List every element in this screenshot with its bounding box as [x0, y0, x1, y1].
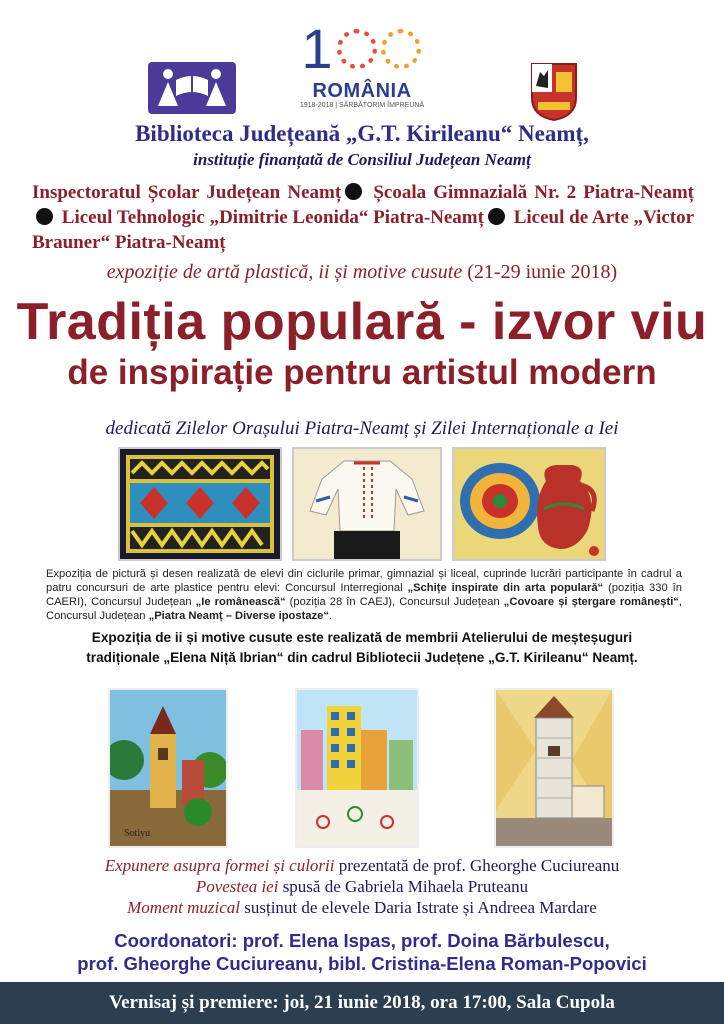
bullet-dot-icon: [36, 208, 53, 225]
program-item-title: Povestea iei: [195, 877, 279, 896]
contest-name: „Schițe inspirate din arta populară“: [407, 582, 604, 594]
program-item-title: Moment muzical: [127, 898, 240, 917]
description-text: Expoziția de pictură și desen realizată de elevi din ciclurile primar, gimnazial și liceal, cuprinde lucrări participante în cadrul a patru concursuri de arte plastice pentru elevi: Concursul Interregional: [46, 568, 682, 594]
description-text: (poziția 330 în CAERI), Concursul Județean: [46, 582, 682, 608]
library-title: Biblioteca Județeană „G.T. Kirileanu“ Neamț,: [135, 121, 589, 146]
exhibition-dates: (21-29 iunie 2018): [467, 261, 618, 283]
partner-name: Liceul Tehnologic „Dimitrie Leonida“ Piatra-Neamț: [61, 207, 484, 228]
program-list: [0, 855, 724, 918]
program-item-detail: susținut de elevele Daria Istrate și Andreea Mardare: [239, 898, 597, 917]
exhibition-description: [46, 567, 682, 623]
opening-info: Vernisaj și premiere: joi, 21 iunie 2018, ora 17:00, Sala Cupola: [109, 992, 615, 1013]
partners-list: [32, 180, 694, 255]
centenary-ring-icon: [381, 29, 421, 69]
coordinators-line: prof. Gheorghe Cuciureanu, bibl. Cristina-Elena Roman-Popovici: [77, 953, 647, 974]
exhibition-type-text: expoziție de artă plastică, ii și motive cusute: [106, 261, 463, 283]
logo-romania-text: ROMÂNIA: [312, 80, 412, 102]
dedication: dedicată Zilelor Orașului Piatra-Neamț și Zilei Internaționale a Iei: [105, 418, 619, 439]
tower-painting: [494, 688, 614, 848]
city-buildings-painting: [295, 688, 419, 848]
workshop-line: Expoziția de ii și motive cusute este realizată de membrii Atelierului de meșteșuguri: [91, 630, 633, 645]
bullet-dot-icon: [345, 183, 362, 200]
library-subtitle: instituție finanțată de Consiliul Județean Neamț: [193, 150, 531, 169]
program-item-detail: spusă de Gabriela Mihaela Pruteanu: [278, 877, 529, 896]
pottery-painting: [452, 447, 606, 561]
church-painting: [108, 688, 228, 848]
partner-name: Școala Gimnazială Nr. 2 Piatra-Neamț: [373, 182, 695, 203]
description-text: .: [328, 610, 333, 622]
coordinators-line: Coordonatori: prof. Elena Ispas, prof. Doina Bărbulescu,: [114, 930, 610, 951]
exhibition-title: [0, 290, 724, 392]
coordinators: [0, 929, 724, 975]
program-item-detail: prezentată de prof. Gheorghe Cuciureanu: [334, 856, 620, 875]
partner-name: Liceul de Arte „Victor Brauner“ Piatra-Neamț: [32, 207, 695, 253]
title-line-1: Tradiția populară - izvor viu: [16, 293, 708, 351]
romania-centenary-logo: [296, 18, 428, 118]
program-item: [0, 855, 724, 876]
footer-banner: [0, 982, 724, 1024]
neamt-coat-of-arms-icon: [530, 62, 578, 122]
contest-name: „Piatra Neamț – Diverse ipostaze“: [148, 610, 329, 622]
logo-bar: [0, 18, 724, 118]
program-item: [0, 897, 724, 918]
carpet-painting: [118, 447, 282, 561]
program-item: [0, 876, 724, 897]
centenary-ring-icon: [337, 29, 377, 69]
svg-text:Sotiyu: Sotiyu: [124, 828, 151, 839]
traditional-blouse-painting: [292, 447, 442, 561]
contest-name: „Covoare și ștergare românești“: [503, 596, 679, 608]
partner-name: Inspectoratul Școlar Județean Neamț: [32, 182, 342, 203]
centenary-digit: 1: [301, 17, 333, 80]
bullet-dot-icon: [488, 208, 505, 225]
workshop-line: tradiționale „Elena Niță Ibrian“ din cadrul Bibliotecii Județene „G.T. Kirileanu“ Neamț.: [86, 650, 638, 665]
reading-people-icon: [148, 62, 236, 114]
program-item-title: Expunere asupra formei și culorii: [104, 856, 335, 875]
description-text: , Concursul Județean: [46, 596, 683, 622]
workshop-statement: [40, 628, 684, 668]
description-text: (poziția 28 în CAEJ), Concursul Județean: [285, 596, 504, 608]
exhibition-type: [0, 261, 724, 284]
contest-name: „Ie românească“: [195, 596, 286, 608]
logo-romania-subtitle: 1918-2018 | SĂRBĂTORIM ÎMPREUNĂ: [299, 102, 425, 109]
title-line-2: de inspirație pentru artistul modern: [67, 353, 657, 392]
